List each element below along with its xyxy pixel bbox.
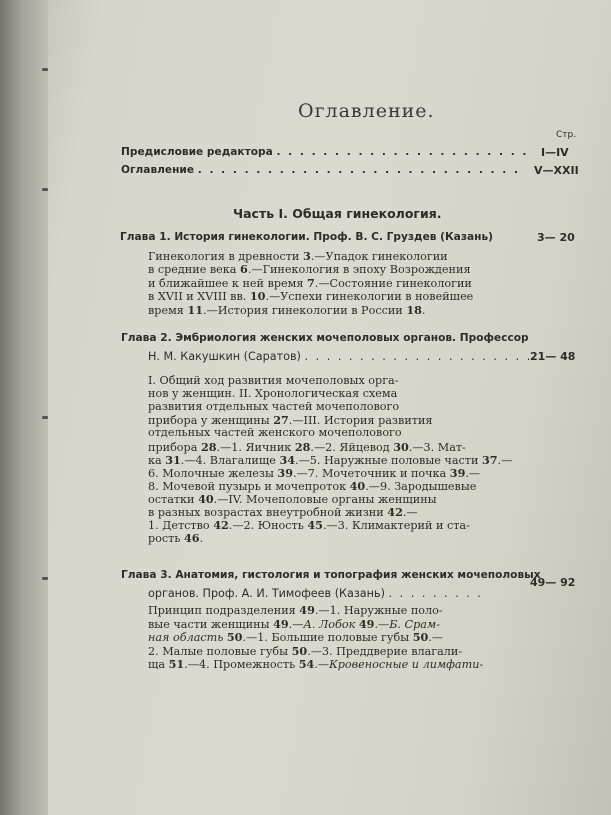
page-reference: 28 bbox=[200, 439, 217, 454]
topic-text: .—4. Влагалище bbox=[180, 453, 280, 467]
page-column-header: Стр. bbox=[556, 130, 577, 140]
toc-description-line bbox=[148, 400, 399, 413]
topic-text: .—Успехи гинекологии в новейшее bbox=[265, 290, 474, 304]
toc-description-line bbox=[148, 505, 418, 519]
toc-entry-label: Оглавление bbox=[121, 164, 195, 176]
topic-text: .— bbox=[497, 453, 513, 467]
topic-text: .— bbox=[428, 631, 444, 645]
page-reference: 54 bbox=[298, 657, 315, 672]
page-reference: 3 bbox=[302, 249, 311, 263]
chapter-1-heading bbox=[120, 231, 493, 243]
page-reference: 42 bbox=[387, 505, 403, 519]
page-reference: 18 bbox=[406, 302, 422, 317]
topic-text: .—1. Яичник bbox=[216, 440, 295, 454]
page-reference: 10 bbox=[249, 289, 266, 304]
chapter-author: органов. Проф. А. И. Тимофеев (Казань) bbox=[148, 587, 385, 600]
leader-dots: . . . . . . . . . . . . . . . . . . . . . . . . . . . . bbox=[197, 164, 520, 176]
chapter-3-heading bbox=[121, 569, 541, 581]
topic-text: 6. Молочные железы bbox=[148, 466, 278, 480]
toc-description-line bbox=[148, 492, 437, 506]
toc-description-line bbox=[148, 531, 203, 545]
topic-text: ка bbox=[148, 453, 166, 467]
page-reference: 11 bbox=[187, 302, 203, 317]
topic-text: .—История гинекологии в России bbox=[202, 303, 407, 317]
topic-text: .— bbox=[465, 466, 481, 480]
page-reference: 51 bbox=[168, 657, 185, 672]
page-reference: 39 bbox=[449, 465, 466, 480]
chapter-pages: 49— 92 bbox=[530, 576, 576, 589]
page-reference: 49 bbox=[358, 616, 375, 631]
chapter-label: Глава 3. bbox=[121, 569, 172, 581]
topic-text: .—1. Наружные поло- bbox=[314, 604, 443, 617]
page-reference: 50 bbox=[226, 630, 243, 645]
topic-text: прибора у женщины bbox=[148, 414, 274, 428]
topic-text: в разных возрастах внеутробной жизни bbox=[148, 506, 388, 519]
toc-description-line bbox=[148, 440, 466, 454]
toc-description-line bbox=[148, 657, 483, 671]
topic-text: .—3. Преддверие влагали- bbox=[307, 644, 463, 658]
page-reference: 30 bbox=[393, 439, 409, 454]
topic-text: отдельных частей женского мочеполового bbox=[148, 426, 402, 440]
topic-text: и ближайшее к ней время bbox=[148, 276, 307, 290]
topic-text: .—9. Зародышевые bbox=[365, 479, 477, 493]
topic-text: ща bbox=[148, 658, 169, 672]
chapter-author: Н. М. Какушкин (Саратов) bbox=[148, 350, 301, 363]
toc-description-line bbox=[148, 453, 512, 467]
topic-text: .—7. Мочеточник и почка bbox=[292, 466, 450, 480]
topic-text: остатки bbox=[148, 492, 199, 506]
toc-description-line bbox=[148, 479, 476, 493]
page-reference: 31 bbox=[165, 452, 181, 467]
topic-text: .—3. Мат- bbox=[408, 440, 466, 454]
page-reference: 40 bbox=[349, 478, 366, 493]
toc-description-line bbox=[148, 289, 473, 303]
toc-description-line bbox=[148, 617, 440, 631]
topic-text: .—4. Промежность bbox=[184, 658, 299, 672]
page-reference: 45 bbox=[307, 518, 323, 533]
topic-text: в XVII и XVIII вв. bbox=[148, 290, 250, 304]
topic-text: .—Гинекология в эпоху Возрождения bbox=[247, 263, 471, 277]
topic-text: .—2. Яйцевод bbox=[310, 440, 394, 454]
page-reference: 50 bbox=[291, 643, 308, 658]
page-reference: 46 bbox=[184, 531, 200, 546]
page-reference: 7 bbox=[306, 275, 315, 290]
topic-text: .—III. История развития bbox=[288, 414, 433, 428]
page-reference: 40 bbox=[198, 491, 214, 506]
topic-text: 1. Детство bbox=[148, 519, 214, 533]
part-heading bbox=[233, 206, 442, 221]
topic-text: Принцип подразделения bbox=[148, 604, 300, 617]
toc-description-line bbox=[148, 426, 402, 439]
topic-text: 2. Малые половые губы bbox=[148, 644, 292, 658]
page-reference: 6 bbox=[240, 262, 248, 277]
binding-stitch bbox=[42, 577, 48, 580]
toc-description-line bbox=[148, 374, 399, 387]
topic-text: .—2. Юность bbox=[228, 519, 308, 533]
chapter-2-heading bbox=[121, 332, 529, 344]
chapter-label: Глава 2. bbox=[121, 332, 172, 344]
topic-text: .— bbox=[288, 617, 304, 631]
page-reference: 49 bbox=[299, 603, 315, 617]
page-reference: 39 bbox=[277, 465, 293, 480]
italic-subsection: Б. Срам- bbox=[389, 617, 440, 631]
chapter-title: Эмбриология женских мочеполовых органов. Профессор bbox=[175, 332, 529, 344]
topic-text: . bbox=[421, 303, 426, 317]
topic-text: вые части женщины bbox=[148, 617, 274, 631]
book-gutter bbox=[0, 0, 48, 815]
topic-text: прибора bbox=[148, 440, 201, 454]
chapter-pages: 3— 20 bbox=[537, 231, 575, 244]
page-reference: 28 bbox=[294, 439, 311, 454]
topic-text: .— bbox=[402, 506, 418, 519]
chapter-label: Глава 1. bbox=[120, 231, 171, 243]
toc-description-line bbox=[148, 387, 397, 400]
toc-description-line bbox=[148, 603, 443, 617]
topic-text: .—Состояние гинекологии bbox=[314, 276, 472, 290]
topic-text: нов у женщин. II. Хронологическая схема bbox=[148, 387, 398, 401]
topic-text: Гинекология в древности bbox=[148, 250, 303, 263]
topic-text: время bbox=[148, 303, 188, 317]
topic-text: .—3. Климактерий и ста- bbox=[322, 519, 470, 533]
topic-text: .—5. Наружные половые части bbox=[295, 453, 482, 467]
leader-dots: . . . . . . . . . . . . . . . . . . . . . bbox=[304, 350, 533, 363]
toc-description-line bbox=[148, 518, 470, 532]
binding-stitch bbox=[42, 416, 48, 419]
toc-description-line bbox=[148, 262, 471, 276]
toc-entry-label: Предисловие редактора bbox=[121, 146, 273, 158]
page-reference: 37 bbox=[481, 452, 498, 467]
toc-description-line bbox=[148, 466, 480, 480]
page-reference: 50 bbox=[412, 630, 429, 645]
topic-text: .—1. Большие половые губы bbox=[242, 631, 413, 645]
topic-text: .—Упадок гинекологии bbox=[310, 250, 448, 263]
toc-description-line bbox=[148, 303, 425, 317]
chapter-2-author bbox=[148, 350, 532, 363]
page-reference: 27 bbox=[273, 413, 289, 428]
leader-dots: . . . . . . . . . . . . . . . . . . . . . . bbox=[276, 146, 529, 158]
binding-stitch bbox=[42, 188, 48, 191]
part-label: Часть I. bbox=[233, 206, 288, 221]
italic-subsection: Кровеносные и лимфати- bbox=[329, 658, 484, 672]
topic-text: рость bbox=[148, 532, 184, 546]
leader-dots: . . . . . . . . . bbox=[388, 587, 483, 600]
topic-text: 8. Мочевой пузырь и мочепроток bbox=[148, 479, 350, 493]
topic-text: .—IV. Мочеполовые органы женщины bbox=[213, 492, 437, 506]
page-reference: 34 bbox=[279, 452, 296, 467]
topic-text: .— bbox=[374, 617, 390, 631]
part-name: Общая гинекология. bbox=[292, 206, 442, 221]
topic-text: I. Общий ход развития мочеполовых орга- bbox=[148, 374, 399, 387]
topic-text: .— bbox=[314, 658, 330, 672]
chapter-title: История гинекологии. Проф. В. С. Груздев (Казань) bbox=[174, 231, 493, 243]
italic-subsection: ная область bbox=[148, 631, 224, 645]
italic-subsection: А. Лобок bbox=[303, 617, 356, 631]
chapter-3-author-line bbox=[148, 587, 483, 600]
toc-description-line bbox=[148, 630, 443, 644]
toc-description-line bbox=[148, 276, 472, 290]
binding-stitch bbox=[42, 68, 48, 71]
toc-description-line bbox=[148, 249, 448, 263]
topic-text: . bbox=[199, 532, 204, 546]
toc-entry-contents bbox=[121, 164, 520, 176]
toc-description-line bbox=[148, 413, 432, 427]
toc-entry-page: I—IV bbox=[541, 146, 569, 159]
topic-text: развития отдельных частей мочеполового bbox=[148, 400, 400, 414]
toc-entry-page: V—XXII bbox=[534, 164, 579, 177]
toc-entry-preface bbox=[121, 146, 528, 158]
toc-description-line bbox=[148, 644, 462, 658]
page-reference: 42 bbox=[213, 518, 229, 533]
page-title: Оглавление. bbox=[298, 100, 435, 122]
chapter-title: Анатомия, гистология и топография женских мочеполовых bbox=[175, 569, 541, 581]
topic-text: в средние века bbox=[148, 263, 241, 277]
page-reference: 49 bbox=[273, 616, 289, 631]
chapter-pages: 21— 48 bbox=[530, 350, 576, 363]
